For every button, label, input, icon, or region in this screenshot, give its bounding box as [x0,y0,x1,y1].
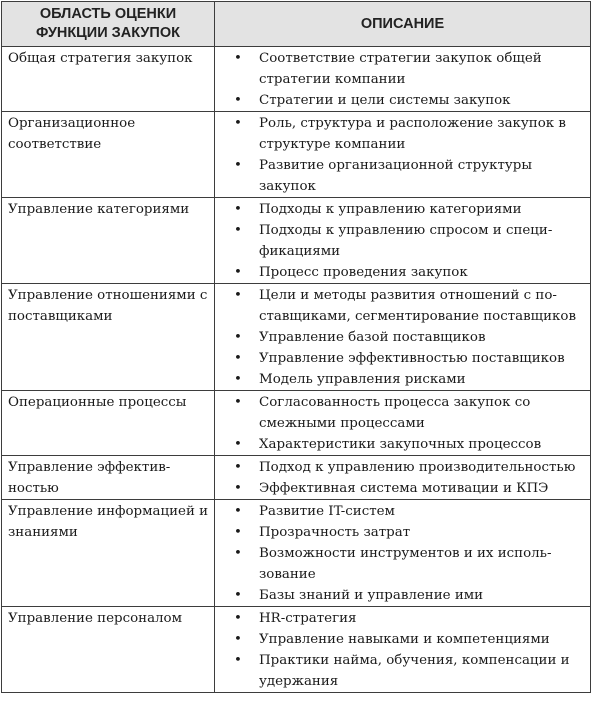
list-item: • Подходы к управлению спросом и спецификациями [221,220,586,262]
list-item: • Роль, структура и расположение закупок в структуре компании [221,113,586,155]
description-cell [215,456,591,500]
table-row [2,47,591,112]
list-item: • Развитие организационной структуры закупок [221,155,586,197]
area-cell: Управление персоналом [2,607,215,693]
list-item: • Согласованность процесса закупок со смежными процессами [221,392,586,434]
list-item: • Прозрачность затрат [221,522,586,543]
list-item: • Подходы к управлению категориями [221,199,586,220]
description-cell [215,500,591,607]
list-item: • Практики найма, обучения, компенсации и удержания [221,650,586,692]
list-item: • Стратегии и цели системы закупок [221,90,586,111]
area-cell: Управление информацией и знаниями [2,500,215,607]
list-item: • Подход к управлению производительностью [221,457,586,478]
list-item: • Процесс проведения закупок [221,262,586,283]
procurement-assessment-table [1,1,591,693]
area-cell: Управление отношениями с поставщиками [2,284,215,391]
bullet-list [221,457,586,499]
table-row [2,500,591,607]
bullet-list [221,199,586,283]
table-row [2,284,591,391]
description-cell [215,112,591,198]
list-item: • Управление навыками и компетенциями [221,629,586,650]
list-item: • Модель управления рисками [221,369,586,390]
header-row [2,2,591,47]
table-row [2,112,591,198]
bullet-list [221,113,586,197]
description-cell [215,198,591,284]
bullet-list [221,285,586,390]
area-cell: Операционные процессы [2,391,215,456]
header-description: ОПИСАНИЕ [215,2,591,47]
list-item: • Управление базой поставщиков [221,327,586,348]
list-item: • HR-стратегия [221,608,586,629]
table-row [2,607,591,693]
bullet-list [221,392,586,455]
table-row [2,391,591,456]
area-cell: Общая стратегия закупок [2,47,215,112]
list-item: • Базы знаний и управление ими [221,585,586,606]
description-cell [215,607,591,693]
table-row [2,456,591,500]
list-item: • Возможности инструментов и их использование [221,543,586,585]
description-cell [215,47,591,112]
description-cell [215,391,591,456]
bullet-list [221,501,586,606]
area-cell: Организационное соответствие [2,112,215,198]
header-area: ОБЛАСТЬ ОЦЕНКИ ФУНКЦИИ ЗАКУПОК [2,2,215,47]
area-cell: Управление эффективностью [2,456,215,500]
list-item: • Эффективная система мотивации и КПЭ [221,478,586,499]
list-item: • Соответствие стратегии закупок общей стратегии компании [221,48,586,90]
bullet-list [221,608,586,692]
table-row [2,198,591,284]
list-item: • Управление эффективностью поставщиков [221,348,586,369]
area-cell: Управление категориями [2,198,215,284]
list-item: • Развитие IT-систем [221,501,586,522]
list-item: • Цели и методы развития отношений с поставщиками, сегментирование поставщиков [221,285,586,327]
description-cell [215,284,591,391]
list-item: • Характеристики закупочных процессов [221,434,586,455]
bullet-list [221,48,586,111]
